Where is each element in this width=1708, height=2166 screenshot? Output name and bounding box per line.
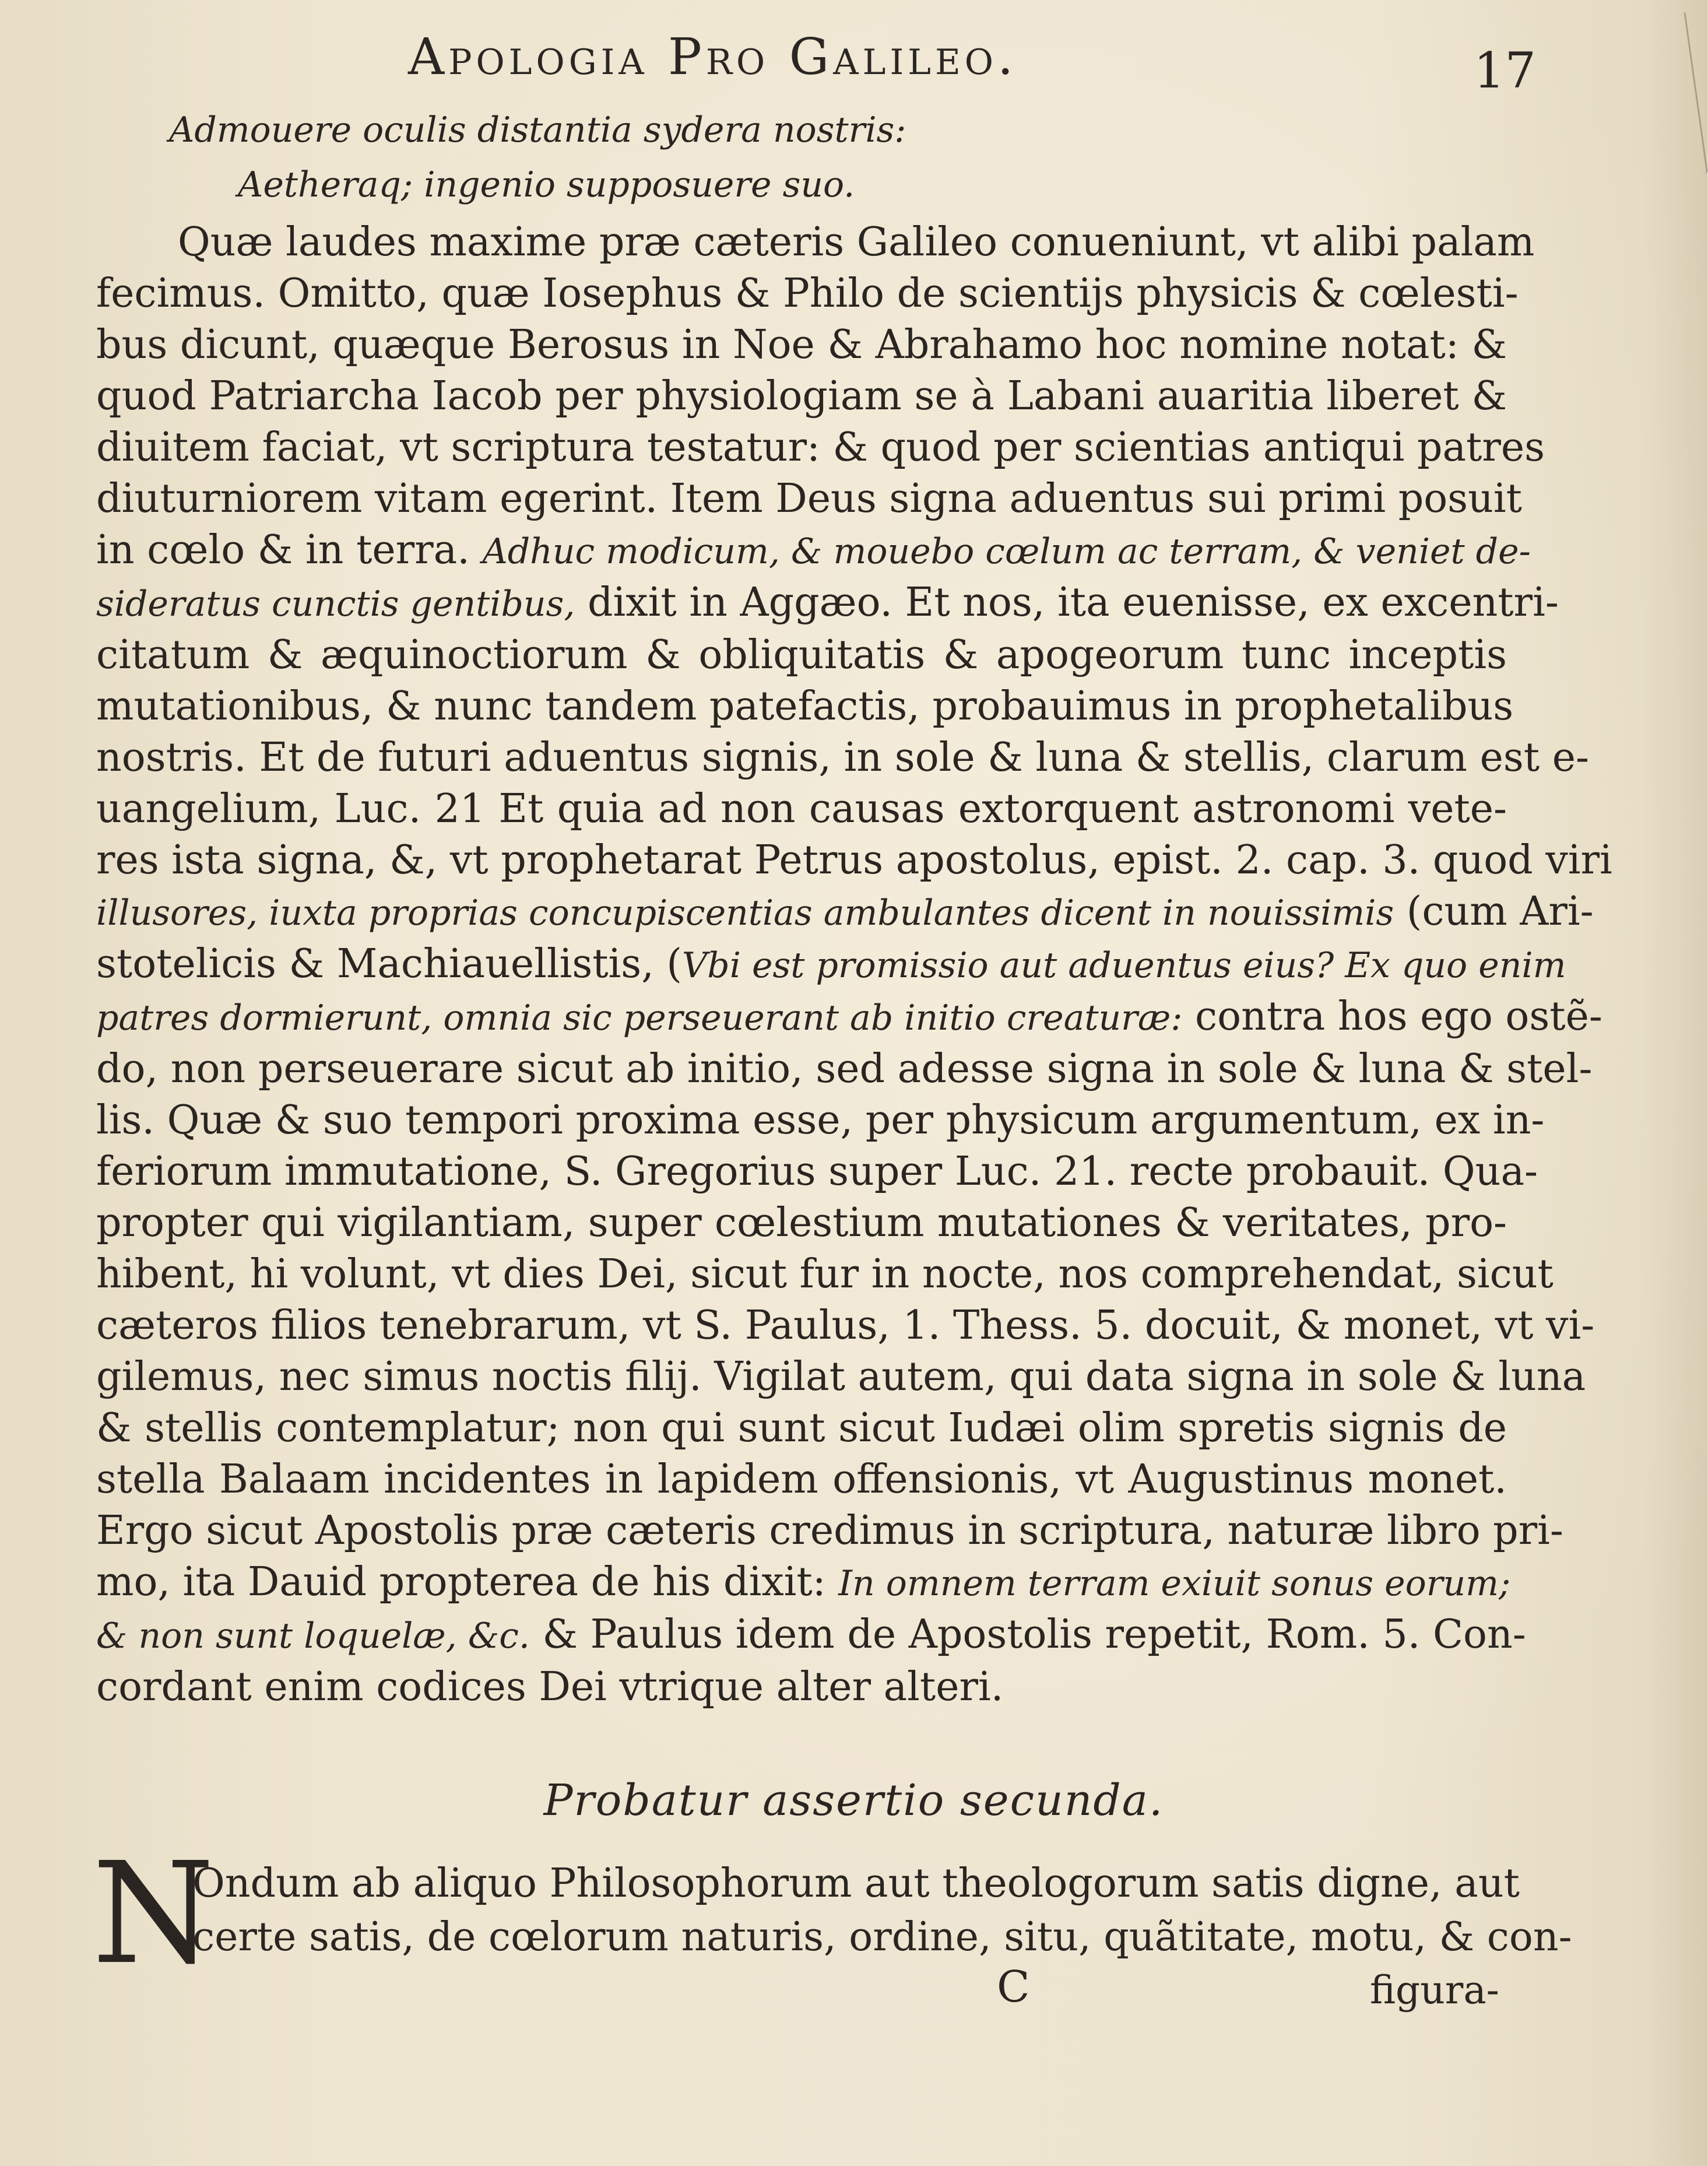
- text-segment: Quæ laudes maxime præ cæteris Galileo conueniunt, vt alibi palam: [178, 219, 1535, 265]
- catchword: figura-: [1370, 1968, 1499, 2013]
- text-segment: citatum & æquinoctiorum & obliquitatis & apogeorum tunc inceptis: [96, 632, 1507, 678]
- text-segment: uangelium, Luc. 21 Et quia ad non causas extorquent astronomi vete-: [96, 786, 1507, 832]
- body-line: [96, 1095, 1545, 1146]
- body-line: [96, 1403, 1507, 1454]
- italic-segment: patres dormierunt, omnia sic perseuerant ab initio creaturæ:: [96, 998, 1183, 1038]
- body-line: [96, 835, 1612, 886]
- verse-line-1: Admouere oculis distantia sydera nostris:: [169, 110, 906, 150]
- text-segment: res ista signa, &, vt prophetarat Petrus apostolus, epist. 2. cap. 3. quod viri: [96, 837, 1612, 883]
- section-text: [192, 1857, 1572, 1964]
- text-segment: (cum Ari-: [1394, 889, 1594, 935]
- page-number: 17: [1474, 42, 1536, 99]
- text-segment: bus dicunt, quæque Berosus in Noe & Abrahamo hoc nomine notat: &: [96, 322, 1507, 368]
- text-segment: stella Balaam incidentes in lapidem offensionis, vt Augustinus monet.: [96, 1456, 1507, 1502]
- text-segment: gilemus, nec simus noctis filij. Vigilat autem, qui data signa in sole & luna: [96, 1354, 1586, 1400]
- body-line: [96, 268, 1519, 320]
- body-line: [96, 939, 1566, 991]
- text-segment: cordant enim codices Dei vtrique alter alteri.: [96, 1664, 1004, 1710]
- body-line: [96, 1300, 1595, 1351]
- signature-mark: C: [997, 1962, 1030, 2012]
- text-segment: hibent, hi volunt, vt dies Dei, sicut fur in nocte, nos comprehendat, sicut: [96, 1251, 1554, 1297]
- body-line: [96, 1609, 1526, 1662]
- italic-segment: illusores, iuxta proprias concupiscentias ambulantes dicent in nouissimis: [96, 893, 1394, 933]
- body-text: [96, 217, 1612, 1713]
- italic-segment: Adhuc modicum, & mouebo cœlum ac terram, & veniet de-: [482, 531, 1531, 572]
- text-segment: lis. Quæ & suo tempori proxima esse, per physicum argumentum, ex in-: [96, 1097, 1545, 1143]
- body-line: [96, 320, 1507, 371]
- body-line: [96, 525, 1531, 577]
- italic-segment: sideratus cunctis gentibus,: [96, 584, 575, 624]
- italic-segment: & non sunt loquelæ, &c.: [96, 1616, 530, 1656]
- body-line: [96, 1249, 1554, 1300]
- body-line: [96, 577, 1559, 630]
- text-segment: fecimus. Omitto, quæ Iosephus & Philo de scientijs physicis & cœlesti-: [96, 271, 1519, 317]
- body-line: [96, 1146, 1538, 1198]
- running-title: Apologia Pro Galileo.: [408, 28, 1018, 86]
- text-segment: nostris. Et de futuri aduentus signis, in sole & luna & stellis, clarum est e-: [96, 735, 1589, 781]
- body-line: [96, 1198, 1507, 1249]
- page-edge-shadow: [1643, 0, 1707, 2166]
- body-line: [96, 422, 1545, 473]
- section-line: Ondum ab aliquo Philosophorum aut theologorum satis digne, aut: [192, 1860, 1520, 1907]
- text-segment: diuitem faciat, vt scriptura testatur: & quod per scientias antiqui patres: [96, 424, 1545, 471]
- text-segment: do, non perseuerare sicut ab initio, sed adesse signa in sole & luna & stel-: [96, 1046, 1593, 1092]
- text-segment: & Paulus idem de Apostolis repetit, Rom. 5. Con-: [529, 1612, 1526, 1658]
- text-segment: cæteros filios tenebrarum, vt S. Paulus, 1. Thess. 5. docuit, & monet, vt vi-: [96, 1303, 1595, 1349]
- body-line: [96, 371, 1507, 422]
- section-heading: Probatur assertio secunda.: [543, 1775, 1164, 1826]
- verse-line-2: Aetheraq; ingenio supposuere suo.: [238, 164, 855, 205]
- italic-segment: Vbi est promissio aut aduentus eius? Ex quo enim: [681, 945, 1566, 986]
- body-line: [96, 1557, 1511, 1609]
- body-line: [96, 473, 1522, 525]
- drop-cap: N: [92, 1832, 215, 1995]
- text-segment: dixit in Aggæo. Et nos, ita euenisse, ex excentri-: [575, 580, 1559, 626]
- text-segment: Ergo sicut Apostolis præ cæteris credimus in scriptura, naturæ libro pri-: [96, 1508, 1563, 1554]
- body-line: [96, 1044, 1593, 1095]
- text-segment: & stellis contemplatur; non qui sunt sicut Iudæi olim spretis signis de: [96, 1405, 1507, 1451]
- text-segment: mo, ita Dauid propterea de his dixit:: [96, 1559, 839, 1605]
- body-line: [96, 1454, 1507, 1505]
- text-segment: contra hos ego ostẽ-: [1182, 994, 1602, 1040]
- body-line: [96, 217, 1535, 268]
- text-segment: feriorum immutatione, S. Gregorius super Luc. 21. recte probauit. Qua-: [96, 1149, 1538, 1195]
- body-line: [96, 630, 1507, 681]
- body-line: [96, 886, 1594, 939]
- text-segment: diuturniorem vitam egerint. Item Deus signa aduentus sui primi posuit: [96, 476, 1522, 522]
- text-segment: quod Patriarcha Iacob per physiologiam se à Labani auaritia liberet &: [96, 373, 1507, 419]
- body-line: [96, 784, 1507, 835]
- text-segment: stotelicis & Machiauellistis, (: [96, 941, 682, 987]
- italic-segment: In omnem terram exiuit sonus eorum;: [838, 1563, 1511, 1604]
- body-line: [96, 1351, 1586, 1403]
- body-line: [96, 991, 1602, 1044]
- body-line: [96, 681, 1514, 732]
- text-segment: mutationibus, & nunc tandem patefactis, probauimus in prophetalibus: [96, 683, 1514, 729]
- text-segment: propter qui vigilantiam, super cœlestium mutationes & veritates, pro-: [96, 1200, 1507, 1246]
- body-line: [96, 1662, 1507, 1713]
- section-line: certe satis, de cœlorum naturis, ordine, situ, quãtitate, motu, & con-: [192, 1914, 1572, 1960]
- body-line: [96, 732, 1589, 784]
- text-segment: in cœlo & in terra.: [96, 527, 483, 573]
- body-line: [96, 1505, 1563, 1557]
